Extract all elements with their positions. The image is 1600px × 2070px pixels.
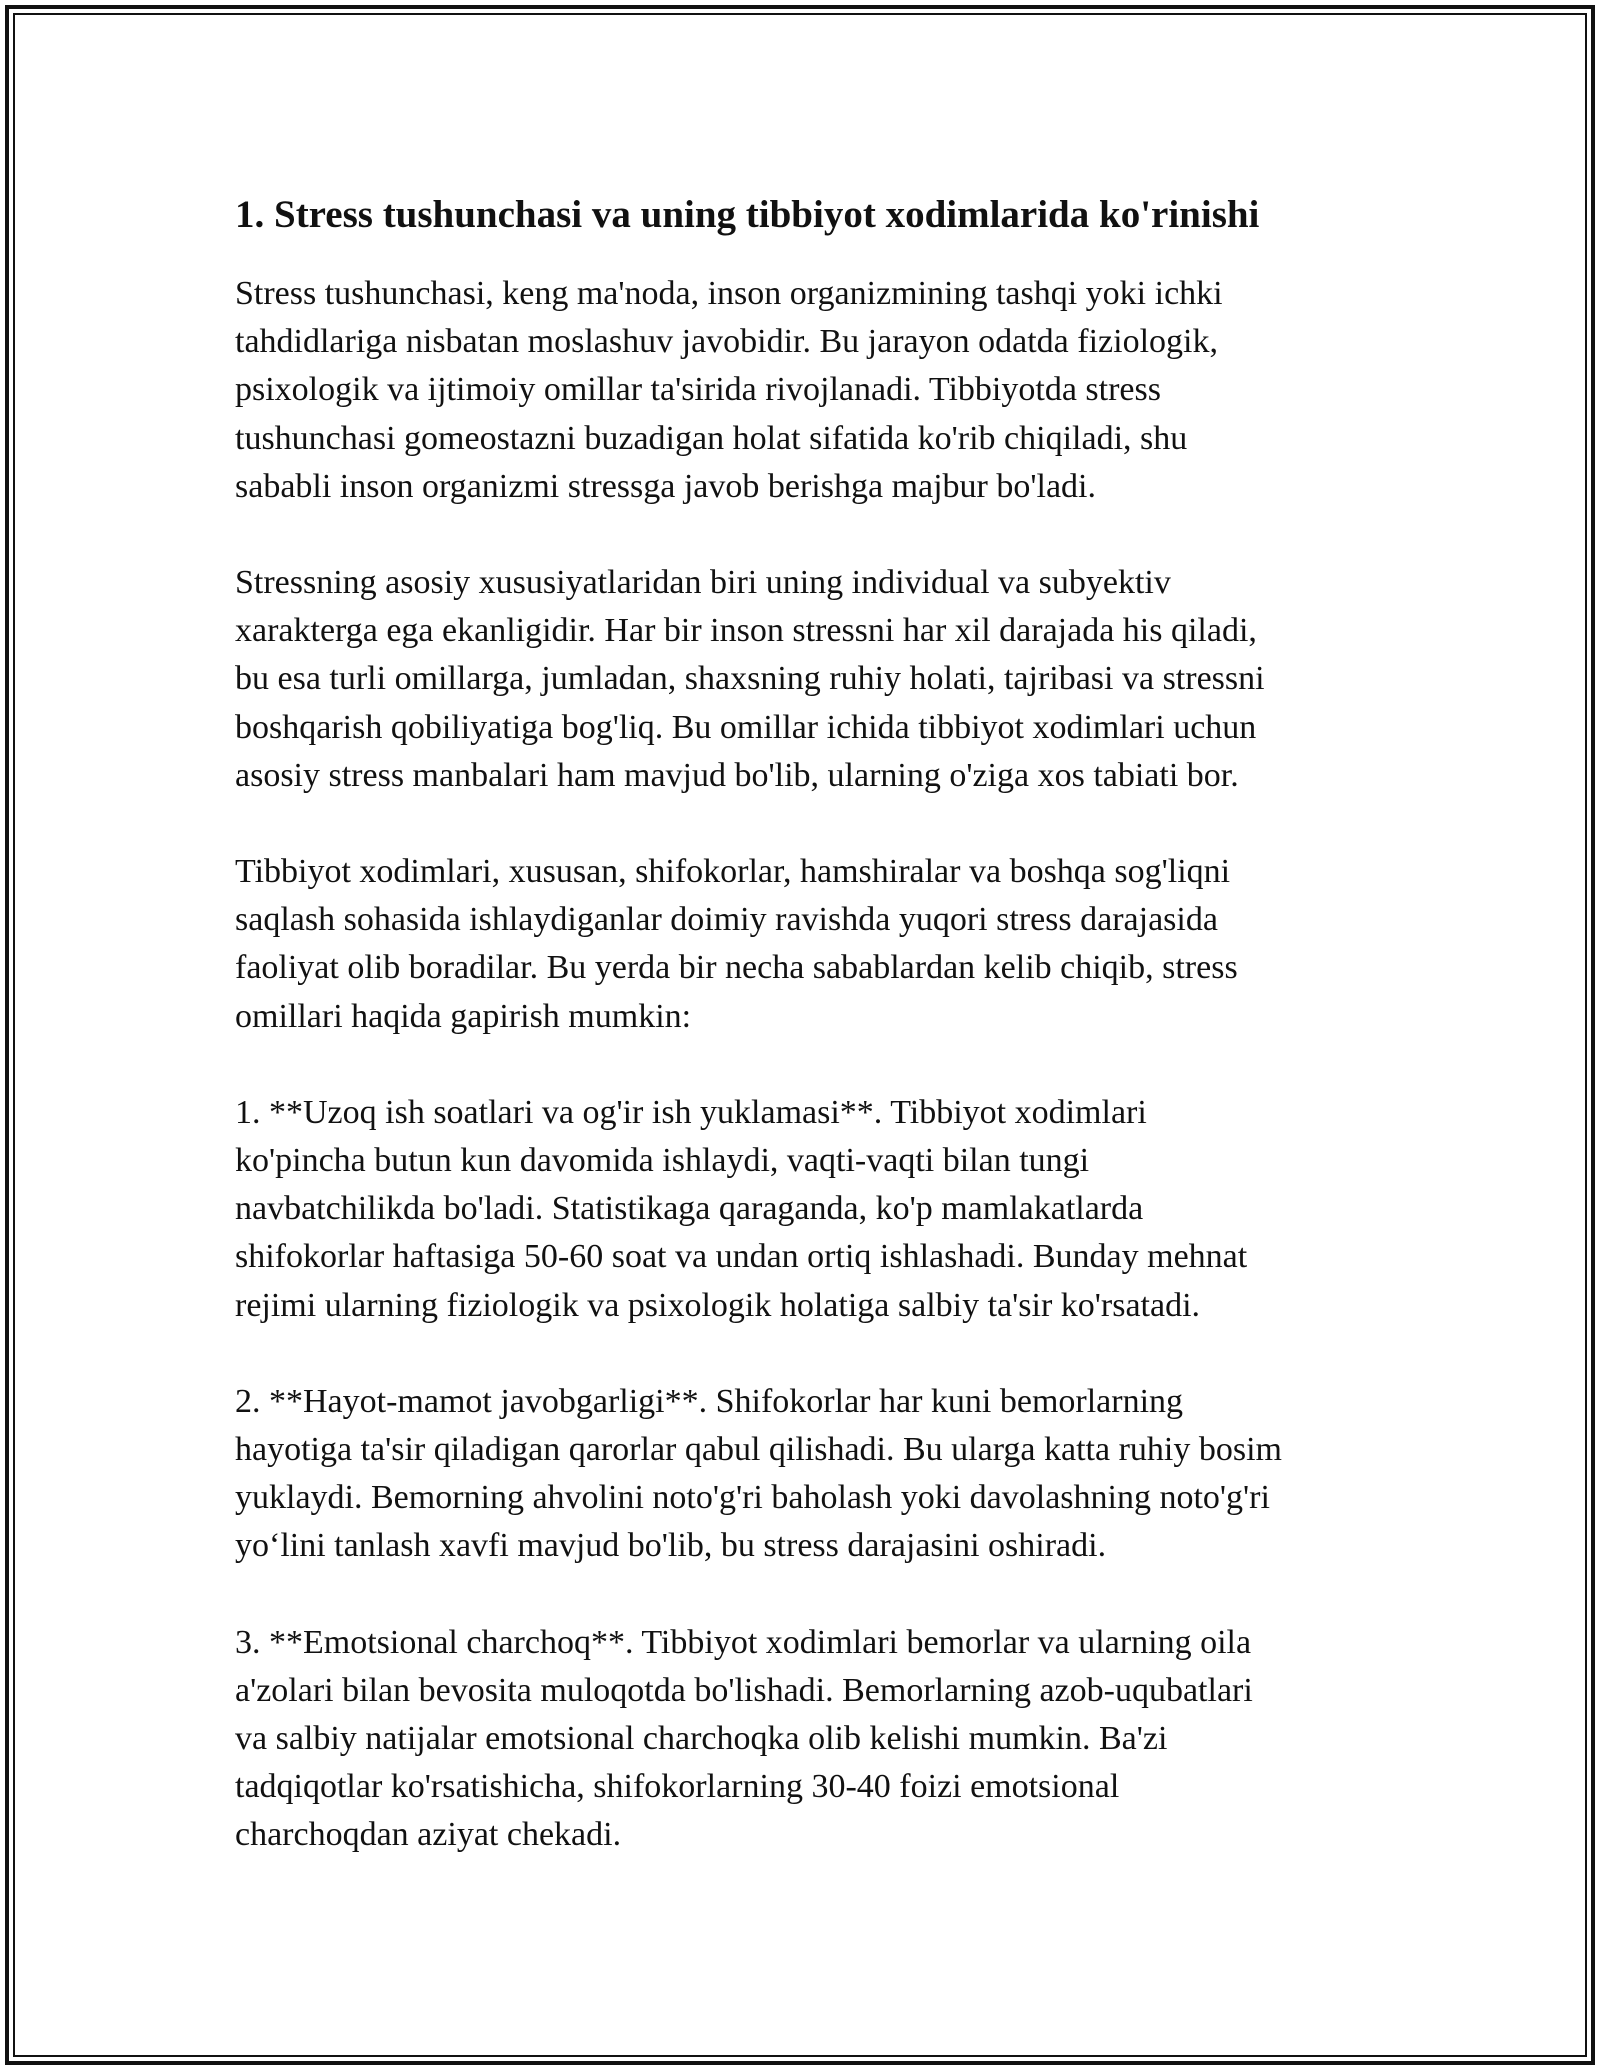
text-line: yo‘lini tanlash xavfi mavjud bo'lib, bu stress darajasini oshiradi. (235, 1527, 1107, 1565)
text-line: hayotiga ta'sir qiladigan qarorlar qabul qilishadi. Bu ularga katta ruhiy bosim (235, 1431, 1282, 1469)
text-line: va salbiy natijalar emotsional charchoqka olib kelishi mumkin. Ba'zi (235, 1720, 1168, 1758)
text-line: 2. **Hayot-mamot javobgarligi**. Shifokorlar har kuni bemorlarning (235, 1382, 1184, 1420)
text-line: tushunchasi gomeostazni buzadigan holat sifatida ko'rib chiqiladi, shu (235, 419, 1188, 457)
text-line: sababli inson organizmi stressga javob berishga majbur bo'ladi. (235, 467, 1096, 505)
text-line: 1. **Uzoq ish soatlari va og'ir ish yuklamasi**. Tibbiyot xodimlari (235, 1093, 1147, 1131)
text-line: Stress tushunchasi, keng ma'noda, inson organizmining tashqi yoki ichki (235, 275, 1223, 312)
text-line: xarakterga ega ekanligidir. Har bir inson stressni har xil darajada his qiladi, (235, 612, 1257, 650)
list-item-emotional-exhaustion (235, 1619, 1375, 1860)
paragraph-stress-definition (235, 270, 1375, 511)
paragraph-medical-staff (235, 848, 1375, 1041)
text-line: psixologik va ijtimoiy omillar ta'sirida rivojlanadi. Tibbiyotda stress (235, 371, 1161, 409)
list-item-work-hours (235, 1089, 1375, 1330)
text-line: ko'pincha butun kun davomida ishlaydi, vaqti-vaqti bilan tungi (235, 1142, 1090, 1180)
document-body (235, 188, 1375, 1908)
text-line: faoliyat olib boradilar. Bu yerda bir necha sabablardan kelib chiqib, stress (235, 949, 1238, 987)
text-line: bu esa turli omillarga, jumladan, shaxsning ruhiy holati, tajribasi va stressni (235, 660, 1265, 698)
text-line: charchoqdan aziyat chekadi. (235, 1816, 622, 1854)
text-line: navbatchilikda bo'ladi. Statistikaga qaraganda, ko'p mamlakatlarda (235, 1190, 1144, 1228)
section-heading: 1. Stress tushunchasi va uning tibbiyot xodimlarida ko'rinishi (235, 193, 1260, 236)
paragraph-stress-features (235, 559, 1375, 800)
text-line: saqlash sohasida ishlaydiganlar doimiy ravishda yuqori stress darajasida (235, 901, 1218, 939)
text-line: a'zolari bilan bevosita muloqotda bo'lishadi. Bemorlarning azob-uqubatlari (235, 1671, 1253, 1709)
text-line: yuklaydi. Bemorning ahvolini noto'g'ri baholash yoki davolashning noto'g'ri (235, 1479, 1270, 1517)
text-line: boshqarish qobiliyatiga bog'liq. Bu omillar ichida tibbiyot xodimlari uchun (235, 708, 1257, 746)
text-line: Tibbiyot xodimlari, xususan, shifokorlar, hamshiralar va boshqa sog'liqni (235, 853, 1231, 891)
text-line: shifokorlar haftasiga 50-60 soat va undan ortiq ishlashadi. Bunday mehnat (235, 1238, 1248, 1276)
text-line: Stressning asosiy xususiyatlaridan biri uning individual va subyektiv (235, 564, 1171, 602)
text-line: 3. **Emotsional charchoq**. Tibbiyot xodimlari bemorlar va ularning oila (235, 1623, 1252, 1661)
list-item-life-death-responsibility (235, 1378, 1375, 1571)
text-line: asosiy stress manbalari ham mavjud bo'lib, ularning o'ziga xos tabiati bor. (235, 756, 1239, 794)
text-line: rejimi ularning fiziologik va psixologik holatiga salbiy ta'sir ko'rsatadi. (235, 1286, 1201, 1324)
text-line: tahdidlariga nisbatan moslashuv javobidir. Bu jarayon odatda fiziologik, (235, 323, 1218, 361)
text-line: tadqiqotlar ko'rsatishicha, shifokorlarning 30-40 foizi emotsional (235, 1768, 1120, 1806)
text-line: omillari haqida gapirish mumkin: (235, 997, 692, 1035)
